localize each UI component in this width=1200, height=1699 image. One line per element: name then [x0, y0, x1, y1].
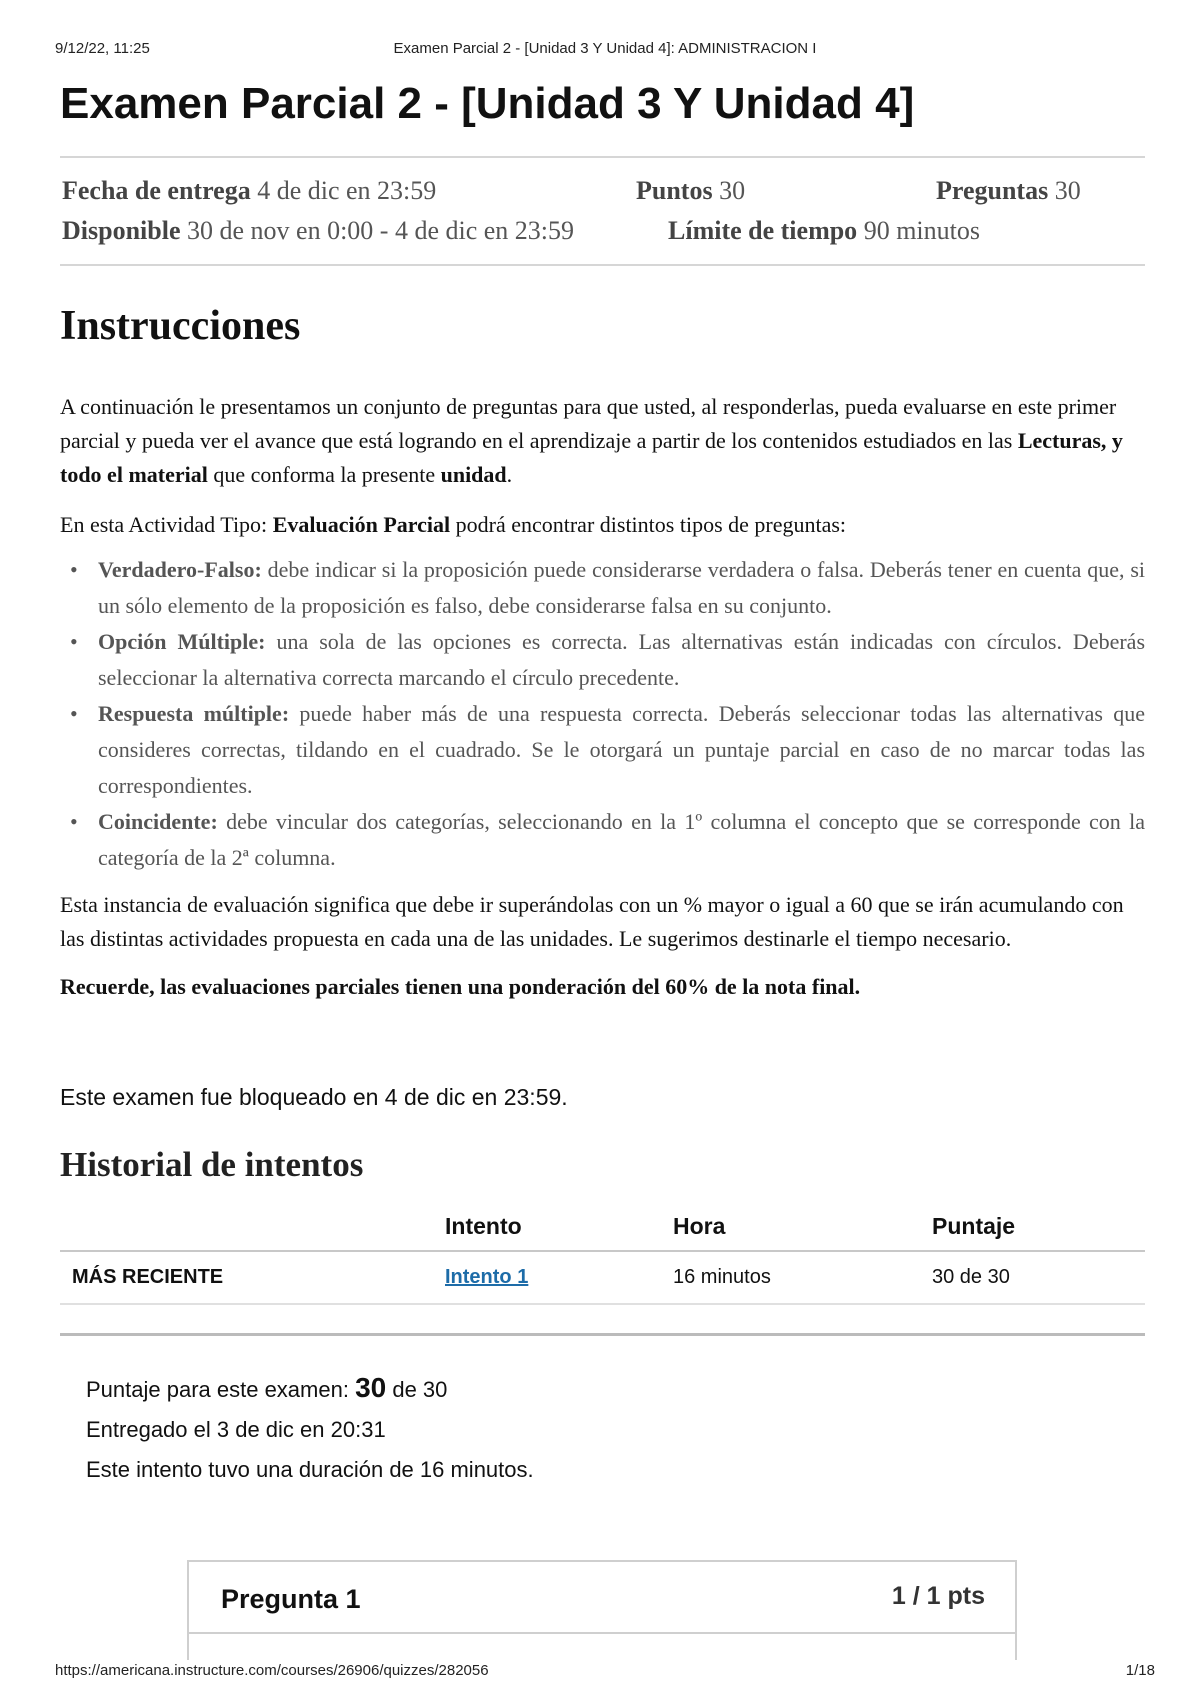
points: Puntos 30	[636, 176, 746, 205]
quiz-title: Examen Parcial 2 - [Unidad 3 Y Unidad 4]	[60, 79, 915, 128]
print-date: 9/12/22, 11:25	[55, 40, 150, 57]
evaluation-paragraph: Esta instancia de evaluación significa que debe ir superándolas con un % mayor o igual a 60 que se irán acumulando con las distintas actividades propuesta en cada una de las unidades. Le sugerimos destinarle el tiempo necesario.	[60, 892, 1124, 951]
column-header	[60, 1205, 433, 1251]
list-item: • Verdadero-Falso: debe indicar si la proposición puede considerarse verdadera o falsa. Deberás tener en cuenta que, si un sólo elemento de la proposición es falso, debe considerarse falsa en su conjunto.	[60, 552, 1145, 624]
instructions-paragraph: A continuación le presentamos un conjunto de preguntas para que usted, al responderlas, pueda evaluarse en este primer parcial y pueda ver el avance que está logrando en el aprendizaje a partir de los contenidos estudiados en las Lecturas, y todo el material que conforma la presente unidad.	[60, 394, 1123, 487]
column-header: Hora	[661, 1205, 920, 1251]
question-types-intro: En esta Actividad Tipo: Evaluación Parcial podrá encontrar distintos tipos de preguntas:	[60, 512, 847, 537]
attempt-link[interactable]: Intento 1	[445, 1266, 529, 1288]
page-number: 1/18	[1125, 1662, 1155, 1679]
column-header: Intento	[433, 1205, 661, 1251]
divider	[60, 264, 1145, 266]
table-row	[60, 1251, 1145, 1304]
question-title: Pregunta 1	[221, 1584, 361, 1614]
list-item: • Opción Múltiple: una sola de las opciones es correcta. Las alternativas están indicadas con círculos. Deberás seleccionar la alternativa correcta marcando el círculo precedente.	[60, 624, 1145, 696]
column-header: Puntaje	[920, 1205, 1145, 1251]
question-count: Preguntas 30	[936, 176, 1081, 205]
list-item: • Respuesta múltiple: puede haber más de una respuesta correcta. Deberás seleccionar todas las alternativas que consideres correctas, tildando en el cuadrado. Se le otorgará un puntaje parcial en caso de no marcar todas las correspondientes.	[60, 696, 1145, 804]
attempt-summary	[86, 1368, 1145, 1490]
question-points: 1 / 1 pts	[891, 1582, 985, 1610]
print-page-title: Examen Parcial 2 - [Unidad 3 Y Unidad 4]: ADMINISTRACION I	[393, 40, 817, 57]
attempt-history-heading: Historial de intentos	[60, 1145, 364, 1184]
question-types-list	[60, 552, 1145, 876]
availability: Disponible 30 de nov en 0:00 - 4 de dic en 23:59	[62, 216, 575, 245]
instructions-heading: Instrucciones	[60, 303, 301, 349]
table-header-row	[60, 1205, 1145, 1251]
attempt-score: 30 de 30	[920, 1251, 1145, 1304]
weighting-note: Recuerde, las evaluaciones parciales tienen una ponderación del 60% de la nota final.	[60, 974, 861, 999]
page-url: https://americana.instructure.com/courses/26906/quizzes/282056	[55, 1662, 489, 1679]
list-item: • Coincidente: debe vincular dos categorías, seleccionando en la 1º columna el concepto que se corresponde con la categoría de la 2ª columna.	[60, 804, 1145, 876]
quiz-score: Puntaje para este examen: 30 de 30	[86, 1372, 448, 1403]
attempt-history-table	[60, 1205, 1145, 1305]
question-header	[189, 1562, 1015, 1634]
divider	[60, 1333, 1145, 1336]
submitted-date: Entregado el 3 de dic en 20:31	[86, 1417, 386, 1442]
attempt-duration: Este intento tuvo una duración de 16 minutos.	[86, 1457, 534, 1482]
quiz-details	[60, 158, 1145, 264]
attempt-time: 16 minutos	[661, 1251, 920, 1304]
due-date: Fecha de entrega 4 de dic en 23:59	[62, 176, 437, 205]
time-limit: Límite de tiempo 90 minutos	[668, 216, 980, 245]
locked-notice: Este examen fue bloqueado en 4 de dic en 23:59.	[60, 1084, 568, 1110]
main-content	[60, 78, 1145, 1490]
most-recent-label: MÁS RECIENTE	[60, 1251, 433, 1304]
question-card	[187, 1560, 1017, 1660]
